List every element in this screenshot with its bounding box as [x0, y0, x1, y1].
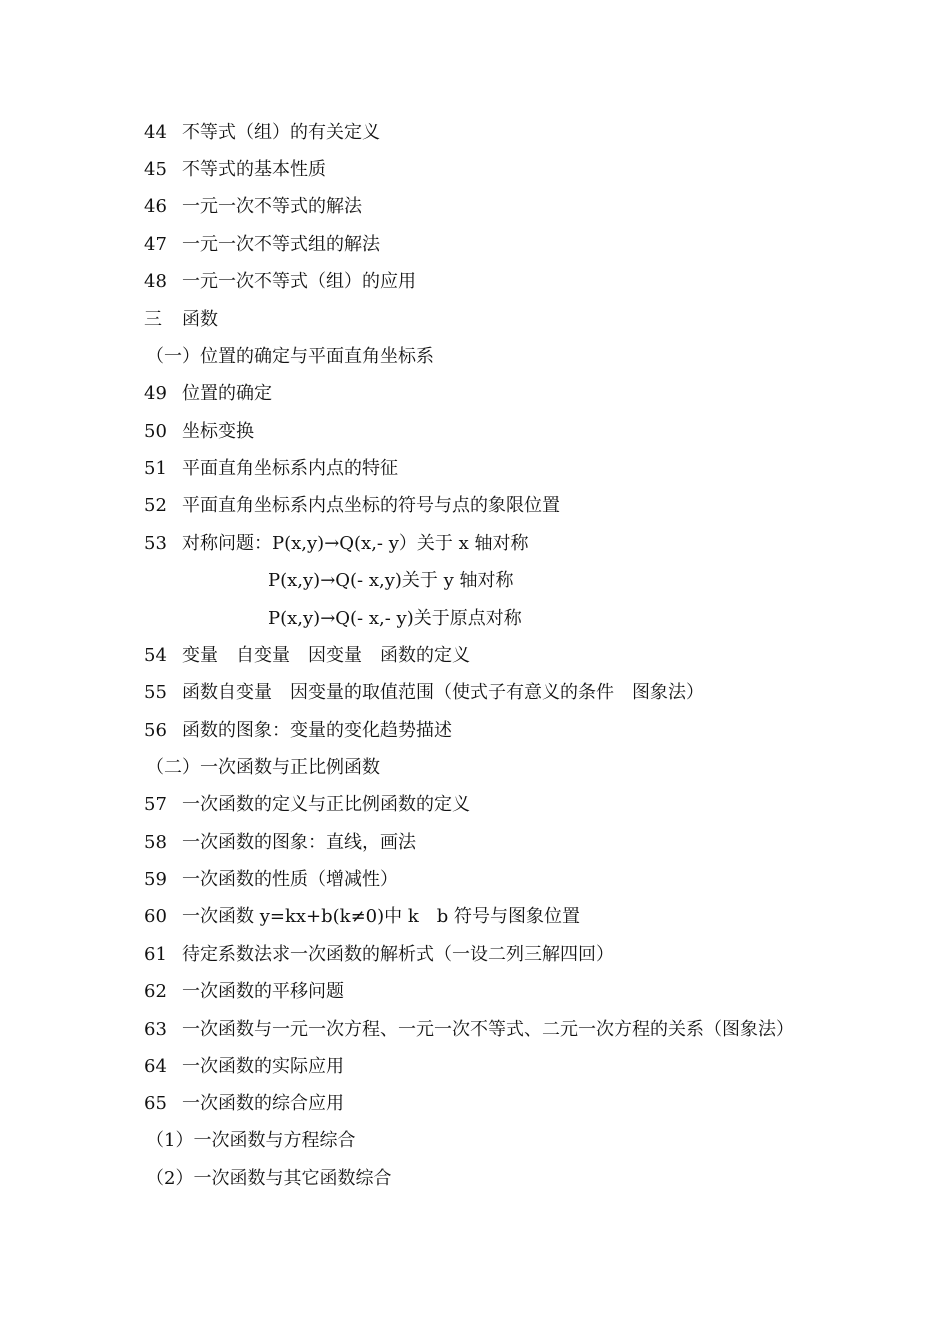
item-text: 平面直角坐标系内点坐标的符号与点的象限位置: [182, 495, 560, 516]
chapter-heading: [144, 308, 218, 332]
section-title: （一）位置的确定与平面直角坐标系: [146, 346, 434, 367]
outline-item-54: [144, 644, 470, 668]
item-number: 57: [144, 794, 167, 815]
item-text: 一元一次不等式组的解法: [182, 234, 380, 255]
item-text: 一次函数的综合应用: [182, 1093, 344, 1114]
item-text: 一次函数的性质（增减性）: [182, 869, 398, 890]
item-number: 60: [144, 906, 167, 927]
item-text: （2）一次函数与其它函数综合: [146, 1168, 392, 1189]
outline-item-51: [144, 457, 398, 481]
item-number: 63: [144, 1019, 167, 1040]
item-text: 平面直角坐标系内点的特征: [182, 458, 398, 479]
outline-item-58: [144, 831, 416, 855]
outline-item-60: [144, 905, 580, 929]
item-number: 47: [144, 234, 167, 255]
item-text: 一次函数的定义与正比例函数的定义: [182, 794, 470, 815]
item-text: 一次函数 y=kx+b(k≠0)中 k b 符号与图象位置: [182, 906, 580, 927]
item-number: 61: [144, 944, 167, 965]
item-text: 一次函数与一元一次方程、一元一次不等式、二元一次方程的关系（图象法）: [182, 1019, 794, 1040]
item-number: 49: [144, 383, 167, 404]
item-number: 65: [144, 1093, 167, 1114]
item-number: 46: [144, 196, 167, 217]
item-number: 44: [144, 122, 167, 143]
item-text: 一次函数的图象：直线，画法: [182, 832, 416, 853]
continuation-line: [268, 569, 514, 593]
item-text: （1）一次函数与方程综合: [146, 1130, 356, 1151]
item-number: 45: [144, 159, 167, 180]
item-text: 函数的图象：变量的变化趋势描述: [182, 720, 452, 741]
item-number: 48: [144, 271, 167, 292]
outline-item-46: [144, 195, 362, 219]
outline-item-44: [144, 121, 380, 145]
item-number: 52: [144, 495, 167, 516]
section-heading-1: [146, 345, 434, 369]
sub-item-2: [146, 1167, 391, 1191]
outline-item-49: [144, 382, 272, 406]
outline-item-53: [144, 532, 529, 556]
item-text: 不等式（组）的有关定义: [182, 122, 380, 143]
outline-item-64: [144, 1055, 344, 1079]
outline-item-45: [144, 158, 326, 182]
outline-item-52: [144, 494, 560, 518]
item-number: 51: [144, 458, 167, 479]
outline-item-63: [144, 1018, 794, 1042]
item-text: P(x,y)→Q(- x,- y)关于原点对称: [268, 608, 522, 629]
item-number: 64: [144, 1056, 167, 1077]
item-text: 不等式的基本性质: [182, 159, 326, 180]
outline-item-62: [144, 980, 344, 1004]
outline-item-48: [144, 270, 416, 294]
outline-item-57: [144, 793, 470, 817]
item-text: 对称问题：P(x,y)→Q(x,- y）关于 x 轴对称: [182, 533, 529, 554]
item-text: 位置的确定: [182, 383, 272, 404]
outline-item-50: [144, 420, 254, 444]
item-text: 坐标变换: [182, 421, 254, 442]
item-number: 62: [144, 981, 167, 1002]
chapter-number: 三: [144, 309, 162, 330]
outline-item-65: [144, 1092, 344, 1116]
item-text: 函数自变量 因变量的取值范围（使式子有意义的条件 图象法）: [182, 682, 704, 703]
item-text: 变量 自变量 因变量 函数的定义: [182, 645, 470, 666]
item-number: 56: [144, 720, 167, 741]
item-text: 一次函数的平移问题: [182, 981, 344, 1002]
item-number: 59: [144, 869, 167, 890]
item-number: 53: [144, 533, 167, 554]
outline-item-56: [144, 719, 452, 743]
outline-item-47: [144, 233, 380, 257]
item-text: 一次函数的实际应用: [182, 1056, 344, 1077]
outline-item-61: [144, 943, 614, 967]
item-number: 50: [144, 421, 167, 442]
outline-item-55: [144, 681, 704, 705]
item-number: 58: [144, 832, 167, 853]
item-text: 一元一次不等式的解法: [182, 196, 362, 217]
item-text: 一元一次不等式（组）的应用: [182, 271, 416, 292]
section-title: （二）一次函数与正比例函数: [146, 757, 380, 778]
outline-item-59: [144, 868, 398, 892]
item-text: P(x,y)→Q(- x,y)关于 y 轴对称: [268, 570, 514, 591]
continuation-line: [268, 607, 522, 631]
item-number: 54: [144, 645, 167, 666]
chapter-title: 函数: [182, 309, 218, 330]
item-text: 待定系数法求一次函数的解析式（一设二列三解四回）: [182, 944, 614, 965]
section-heading-2: [146, 756, 380, 780]
sub-item-1: [146, 1129, 355, 1153]
item-number: 55: [144, 682, 167, 703]
